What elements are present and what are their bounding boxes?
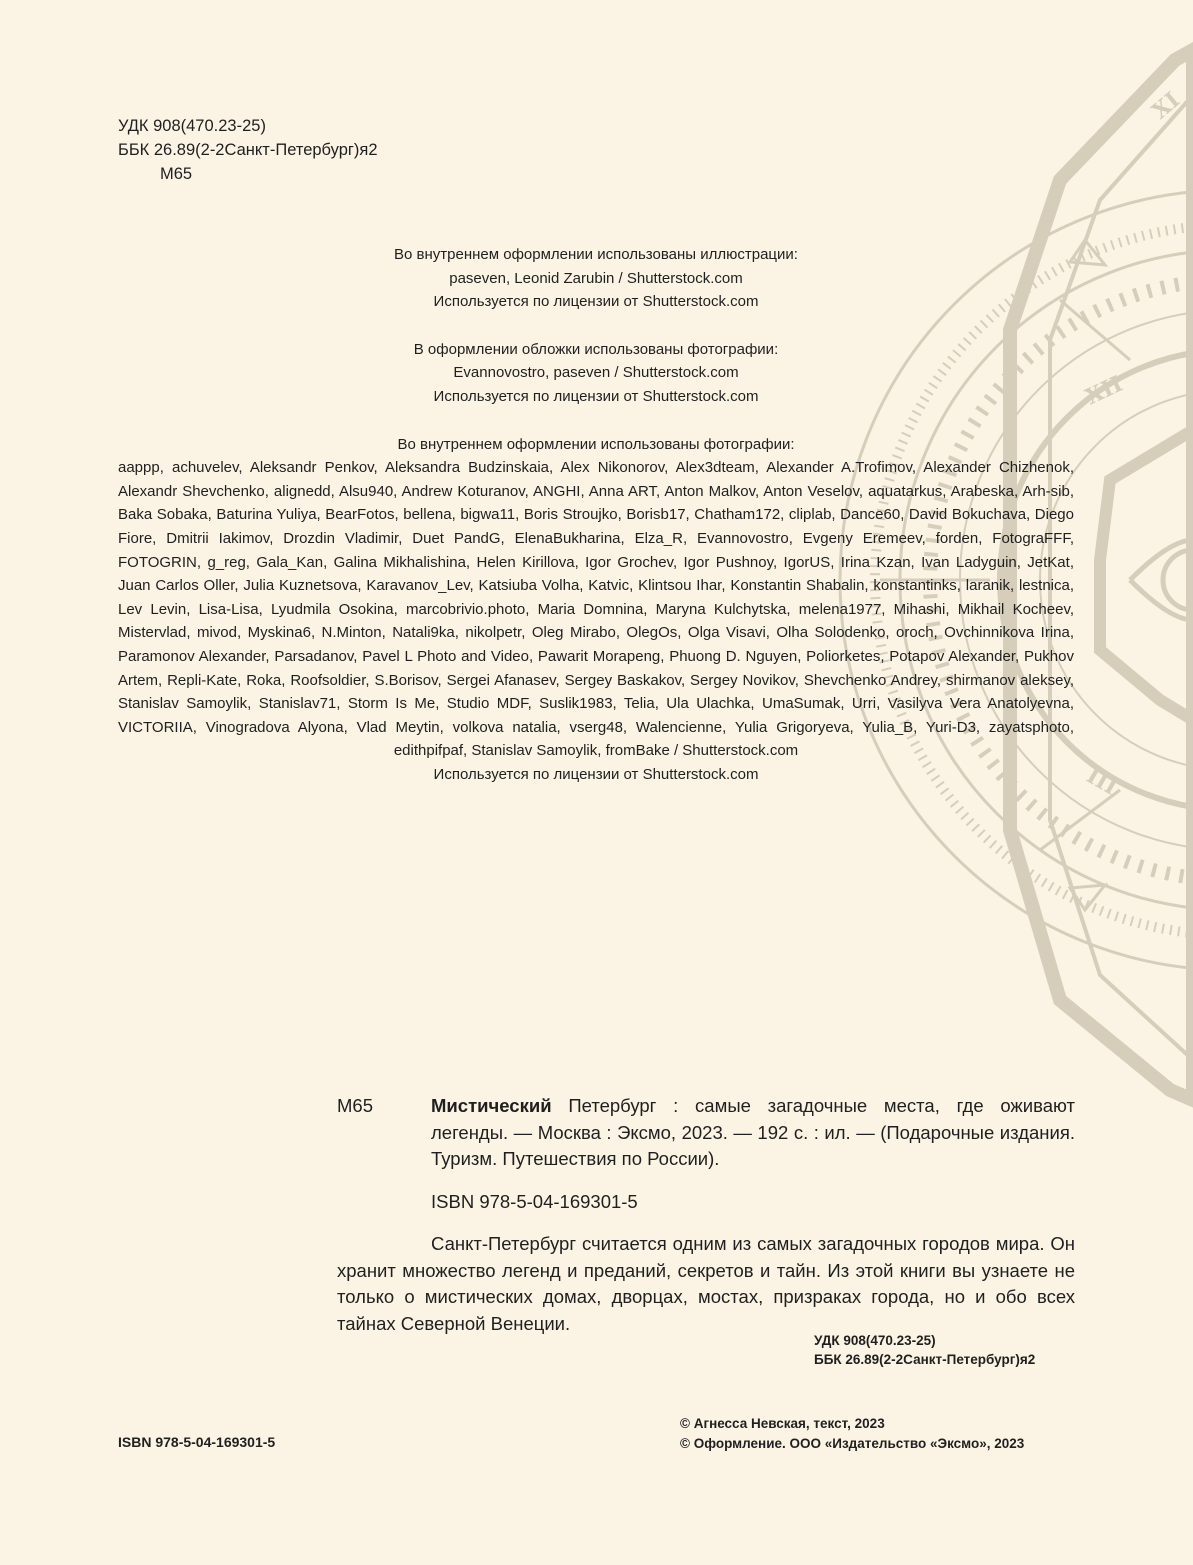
isbn-bottom: ISBN 978-5-04-169301-5 <box>118 1434 276 1450</box>
credit-block-cover <box>118 338 1074 409</box>
svg-text:XII: XII <box>1081 370 1127 411</box>
card-annotation: Санкт-Петербург считается одним из самых загадочных городов мира. Он хранит множество легенд и преданий, секретов и тайн. Из этой книги вы узнаете не только о мистических домах, дворцах, мостах, призраках города, но и обо всех тайнах Северной Венеции. <box>337 1233 1075 1334</box>
card-title: Мистический <box>431 1095 552 1116</box>
classification-block <box>118 114 378 186</box>
bbk-line: ББК 26.89(2-2Санкт-Петербург)я2 <box>118 141 378 159</box>
svg-text:III: III <box>1082 762 1122 801</box>
credit-heading: Во внутреннем оформлении использованы иллюстрации: <box>394 246 798 263</box>
card-description <box>431 1093 1075 1173</box>
credit-names: paseven, Leonid Zarubin / Shutterstock.com <box>449 269 743 287</box>
credit-license: Используется по лицензии от Shutterstock.com <box>433 765 759 783</box>
credit-license: Используется по лицензии от Shutterstock.com <box>433 293 759 311</box>
copyright-block <box>680 1414 1024 1453</box>
index-bbk: ББК 26.89(2-2Санкт-Петербург)я2 <box>814 1352 1036 1367</box>
credit-license: Используется по лицензии от Shutterstock.com <box>433 387 759 405</box>
index-udk: УДК 908(470.23-25) <box>814 1333 936 1348</box>
image-credits <box>118 243 1074 786</box>
card-description-text: Петербург : самые загадочные места, где оживают легенды. — Москва : Эксмо, 2023. — 192 с. : ил. — (Подарочные издания. Туризм. Путешествия по России). <box>431 1095 1075 1169</box>
author-mark: М65 <box>160 165 193 183</box>
card-code: М65 <box>337 1095 373 1116</box>
udk-line: УДК 908(470.23-25) <box>118 117 266 135</box>
copyright-author: © Агнесса Невская, текст, 2023 <box>680 1416 885 1431</box>
credit-block-photos <box>118 433 1074 787</box>
card-isbn: ISBN 978-5-04-169301-5 <box>431 1190 638 1212</box>
credit-names: aappp, achuvelev, Aleksandr Penkov, Aleksandra Budzinskaia, Alex Nikonorov, Alex3dteam, Alexander A.Trofimov, Alexander Chizhenok, Alexandr Shevchenko, alignedd, Alsu940, Andrew Koturanov, ANGHI, Anna ART, Anton Malkov, Anton Veselov, aquatarkus, Arabeska, Arh-sib, Baka Sobaka, Baturina Yuliya, BearFotos, bellena, bigwa11, Boris Stroujko, Borisb17, Chatham172, cliplab, Dance60, David Bokuchava, Diego Fiore, Dmitrii Iakimov, Drozdin Vladimir, Duet PandG, ElenaBukharina, Elza_R, Evannovostro, Evgeny Eremeev, forden, FotograFFF, FOTOGRIN, g_reg, Gala_Kan, Galina Mikhalishina, Helen Kirillova, Igor Grochev, Igor Pushnoy, IgorUS, Irina Kzan, Ivan Ladyguin, JetKat, Juan Carlos Oller, Julia Kuznetsova, Karavanov_Lev, Katsiuba Volha, Katvic, Klintsou Ihar, Konstantin Shabalin, konstantinks, laranik, lestnica, Lev Levin, Lisa-Lisa, Lyudmila Osokina, marcobrivio.photo, Maria Domnina, Maryna Kulchytska, melena1977, Mihashi, Mikhail Kocheev, Mistervlad, mivod, Myskina6, N.Minton, Natali9ka, nikolpetr, Oleg Mirabo, OlegOs, Olga Visavi, Olha Solodenko, oroch, Ovchinnikova Irina, Paramonov Alexander, Parsadanov, Pavel L Photo and Video, Pawarit Morapeng, Phuong D. Nguyen, Poliorketes, Potapov Alexander, Pukhov Artem, Repli-Kate, Roka, Roofsoldier, S.Borisov, Sergei Afanasev, Sergey Baskakov, Sergey Novikov, Shevchenko Andrey, shirmanov aleksey, Stanislav Samoylik, Stanislav71, Storm Is Me, Studio MDF, Suslik1983, Telia, Ula Ulachka, UmaSumak, Urri, Vasilyva Vera Anatolyevna, VICTORIIA, Vinogradova Alyona, Vlad Meytin, volkova natalia, vserg48, Walencienne, Yulia Grigoryeva, Yulia_B, Yuri-D3, zayatsphoto, edithpifpaf, Stanislav Samoylik, fromBake / Shutterstock.com <box>118 459 1074 760</box>
credit-heading: Во внутреннем оформлении использованы фотографии: <box>397 435 795 453</box>
copyright-design: © Оформление. ООО «Издательство «Эксмо», 2023 <box>680 1435 1025 1451</box>
index-codes <box>814 1331 1035 1369</box>
credit-heading: В оформлении обложки использованы фотографии: <box>413 340 779 358</box>
credit-names: Evannovostro, paseven / Shutterstock.com <box>453 364 739 382</box>
svg-text:XI: XI <box>1147 87 1185 125</box>
catalog-card <box>337 1093 1075 1337</box>
credit-block-illustrations <box>118 243 1074 314</box>
